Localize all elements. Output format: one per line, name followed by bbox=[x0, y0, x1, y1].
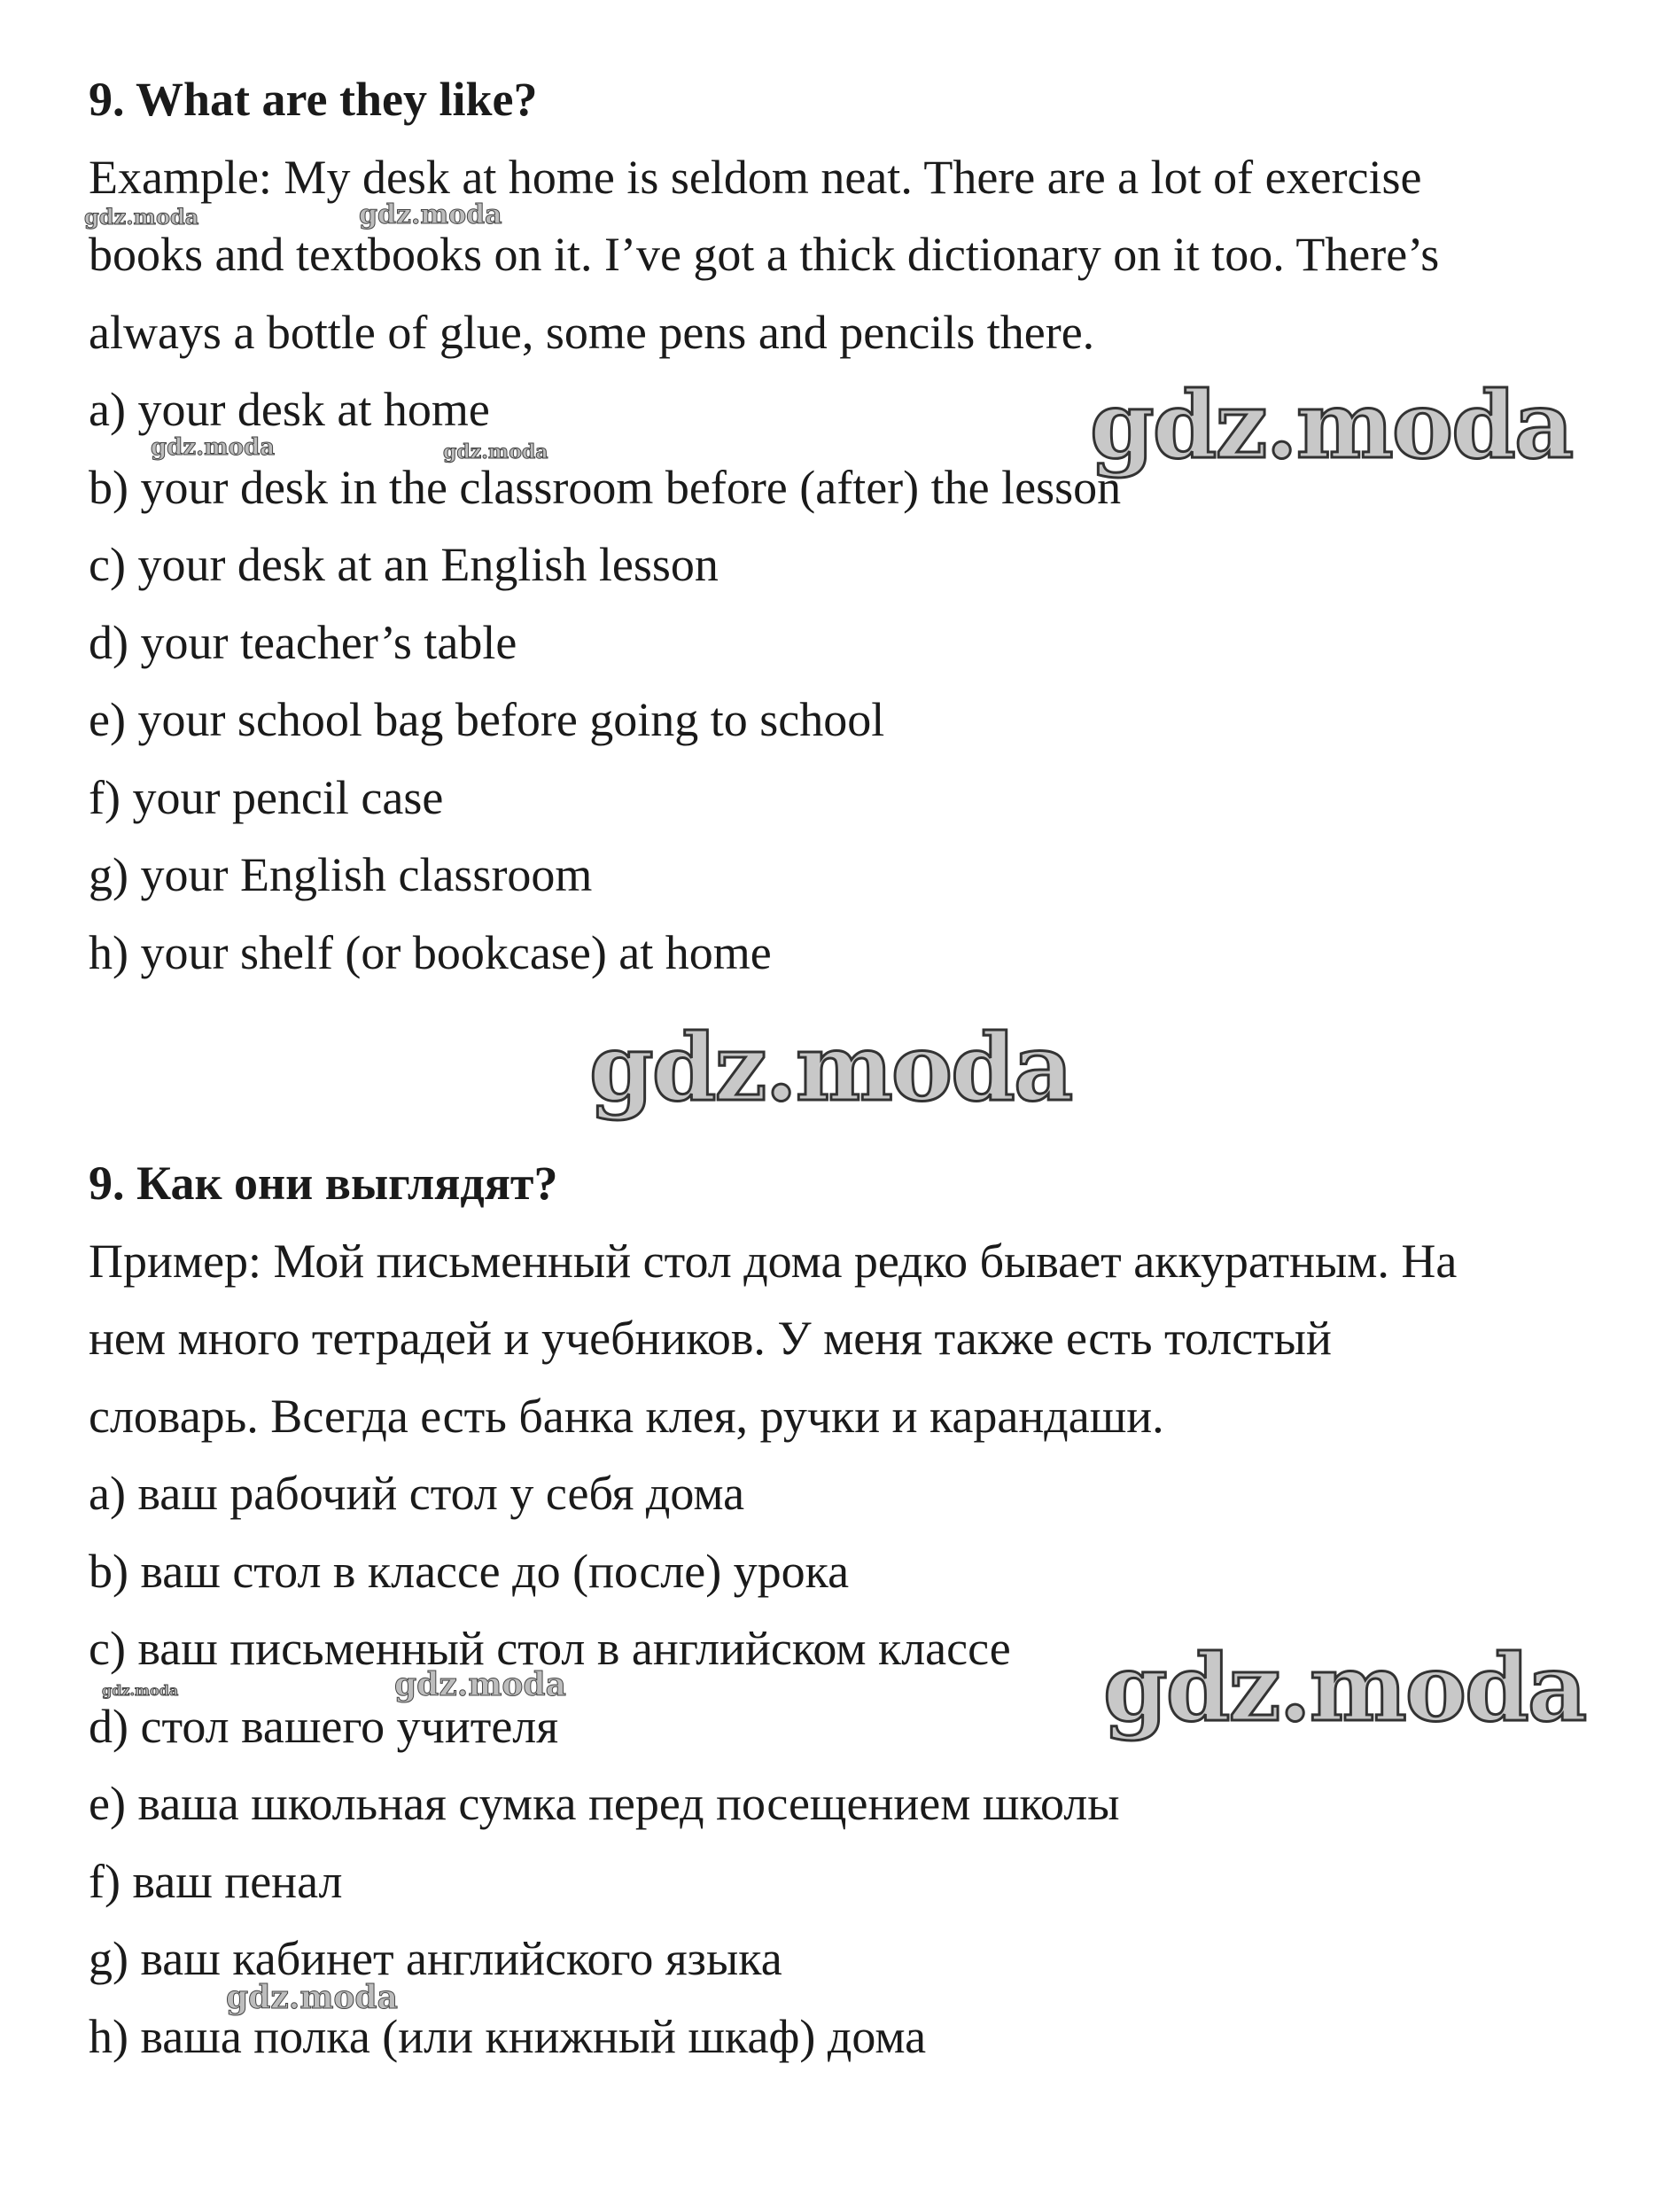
list-item: c) ваш письменный стол в английском классе bbox=[89, 1622, 1011, 1675]
watermark-large: gdz.moda bbox=[589, 1013, 1072, 1122]
list-item: g) ваш кабинет английского языка bbox=[89, 1932, 782, 1985]
list-item: h) ваша полка (или книжный шкаф) дома bbox=[89, 2010, 927, 2063]
list-item: b) your desk in the classroom before (after) the lesson bbox=[89, 461, 1122, 514]
list-item: e) your school bag before going to school bbox=[89, 693, 885, 746]
list-item: h) your shelf (or bookcase) at home bbox=[89, 926, 772, 979]
watermark-small: gdz.moda bbox=[151, 434, 276, 461]
watermark-large: gdz.moda bbox=[1090, 370, 1573, 479]
example-line: словарь. Всегда есть банка клея, ручки и карандаши. bbox=[89, 1390, 1164, 1443]
example-line: нем много тетрадей и учебников. У меня также есть толстый bbox=[89, 1312, 1332, 1365]
watermark-large: gdz.moda bbox=[1103, 1633, 1586, 1742]
example-line: Пример: Мой письменный стол дома редко бывает аккуратным. На bbox=[89, 1235, 1458, 1288]
exercise-heading-english: 9. What are they like? bbox=[89, 73, 538, 126]
watermark-small: gdz.moda bbox=[443, 440, 548, 463]
list-item: a) ваш рабочий стол у себя дома bbox=[89, 1467, 745, 1520]
list-item: d) стол вашего учителя bbox=[89, 1700, 559, 1753]
list-item: d) your teacher’s table bbox=[89, 616, 517, 669]
example-line: always a bottle of glue, some pens and pencils there. bbox=[89, 306, 1095, 359]
list-item: g) your English classroom bbox=[89, 848, 593, 901]
list-item: e) ваша школьная сумка перед посещением школы bbox=[89, 1777, 1120, 1830]
example-line: books and textbooks on it. I’ve got a thick dictionary on it too. There’s bbox=[89, 228, 1440, 281]
list-item: f) ваш пенал bbox=[89, 1855, 343, 1908]
watermark-small: gdz.moda bbox=[102, 1682, 179, 1699]
list-item: a) your desk at home bbox=[89, 383, 490, 436]
watermark-small: gdz.moda bbox=[394, 1666, 566, 1703]
list-item: c) your desk at an English lesson bbox=[89, 538, 719, 591]
example-line: Example: My desk at home is seldom neat. There are a lot of exercise bbox=[89, 151, 1422, 204]
list-item: f) your pencil case bbox=[89, 771, 444, 824]
watermark-small: gdz.moda bbox=[226, 1979, 398, 2016]
watermark-small: gdz.moda bbox=[84, 204, 199, 230]
watermark-small: gdz.moda bbox=[359, 199, 502, 230]
list-item: b) ваш стол в классе до (после) урока bbox=[89, 1545, 850, 1598]
exercise-heading-russian: 9. Как они выглядят? bbox=[89, 1157, 558, 1210]
